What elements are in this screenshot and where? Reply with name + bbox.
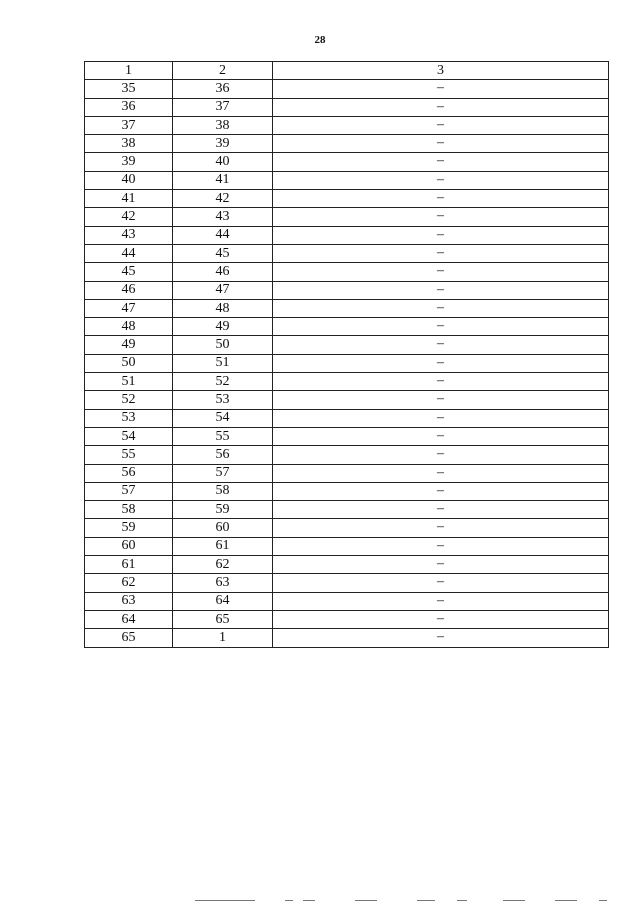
table-row [85,482,609,500]
cell-to: 40 [173,153,273,171]
cell-from: 47 [85,299,173,317]
cell-to: 44 [173,226,273,244]
cell-to: 63 [173,574,273,592]
cell-from: 45 [85,263,173,281]
cell-from: 50 [85,354,173,372]
table-row [85,373,609,391]
cell-to: 47 [173,281,273,299]
table-row [85,556,609,574]
table-row [85,336,609,354]
table-row [85,592,609,610]
cell-note: – [273,354,609,372]
cell-note: – [273,80,609,98]
cell-to: 42 [173,190,273,208]
column-header-3: 3 [273,62,609,80]
cell-from: 49 [85,336,173,354]
cell-to: 1 [173,629,273,647]
cell-from: 52 [85,391,173,409]
cell-note: – [273,519,609,537]
cell-from: 38 [85,135,173,153]
table-row [85,98,609,116]
footer-scan-marks [195,900,615,902]
cell-from: 46 [85,281,173,299]
cell-note: – [273,482,609,500]
cell-to: 61 [173,537,273,555]
cell-to: 36 [173,80,273,98]
table-row [85,610,609,628]
table-row [85,226,609,244]
cell-note: – [273,226,609,244]
cell-from: 42 [85,208,173,226]
table-row [85,208,609,226]
table-row [85,629,609,647]
cell-note: – [273,592,609,610]
cell-to: 41 [173,171,273,189]
cell-note: – [273,153,609,171]
cell-to: 54 [173,409,273,427]
table-row [85,116,609,134]
cell-from: 53 [85,409,173,427]
cell-to: 51 [173,354,273,372]
cell-to: 50 [173,336,273,354]
cell-from: 57 [85,482,173,500]
table-row [85,263,609,281]
cell-from: 44 [85,244,173,262]
cell-from: 48 [85,318,173,336]
cell-note: – [273,556,609,574]
cell-note: – [273,336,609,354]
cell-to: 46 [173,263,273,281]
cell-from: 35 [85,80,173,98]
cell-to: 45 [173,244,273,262]
table-row [85,244,609,262]
cell-note: – [273,98,609,116]
cell-from: 56 [85,464,173,482]
cell-note: – [273,318,609,336]
cell-from: 39 [85,153,173,171]
cell-from: 40 [85,171,173,189]
cell-to: 38 [173,116,273,134]
cell-from: 58 [85,501,173,519]
cell-from: 62 [85,574,173,592]
cell-to: 56 [173,446,273,464]
cell-from: 43 [85,226,173,244]
cell-note: – [273,446,609,464]
cell-from: 37 [85,116,173,134]
cell-to: 49 [173,318,273,336]
cell-note: – [273,373,609,391]
column-header-1: 1 [85,62,173,80]
cell-from: 51 [85,373,173,391]
cell-to: 43 [173,208,273,226]
cell-to: 58 [173,482,273,500]
table-row [85,409,609,427]
cell-note: – [273,537,609,555]
table-row [85,464,609,482]
cell-note: – [273,116,609,134]
cell-note: – [273,135,609,153]
table-row [85,281,609,299]
table-row [85,171,609,189]
cell-note: – [273,409,609,427]
cell-to: 53 [173,391,273,409]
cell-to: 64 [173,592,273,610]
cell-to: 48 [173,299,273,317]
cell-to: 55 [173,427,273,445]
cell-to: 57 [173,464,273,482]
cell-to: 37 [173,98,273,116]
cell-to: 60 [173,519,273,537]
table-row [85,318,609,336]
cell-note: – [273,190,609,208]
table-row [85,190,609,208]
cell-to: 62 [173,556,273,574]
cell-note: – [273,464,609,482]
cell-from: 64 [85,610,173,628]
column-header-2: 2 [173,62,273,80]
table-row [85,299,609,317]
table-row [85,391,609,409]
cell-from: 59 [85,519,173,537]
table-header-row [85,62,609,80]
cell-note: – [273,574,609,592]
table-row [85,153,609,171]
table-row [85,537,609,555]
cell-from: 36 [85,98,173,116]
cell-from: 65 [85,629,173,647]
cell-from: 54 [85,427,173,445]
cell-note: – [273,629,609,647]
table-row [85,501,609,519]
table-body [85,80,609,647]
page-number: 28 [314,34,326,46]
cell-note: – [273,171,609,189]
cell-from: 61 [85,556,173,574]
table-row [85,354,609,372]
cell-note: – [273,427,609,445]
cell-note: – [273,263,609,281]
table-row [85,80,609,98]
cell-from: 55 [85,446,173,464]
cell-to: 65 [173,610,273,628]
data-table [84,61,609,648]
table-row [85,519,609,537]
cell-to: 59 [173,501,273,519]
table-row [85,446,609,464]
cell-note: – [273,391,609,409]
cell-to: 39 [173,135,273,153]
cell-note: – [273,501,609,519]
cell-note: – [273,299,609,317]
cell-note: – [273,244,609,262]
table-row [85,135,609,153]
cell-from: 63 [85,592,173,610]
cell-note: – [273,610,609,628]
cell-from: 41 [85,190,173,208]
cell-to: 52 [173,373,273,391]
cell-from: 60 [85,537,173,555]
table-row [85,574,609,592]
table-row [85,427,609,445]
cell-note: – [273,281,609,299]
cell-note: – [273,208,609,226]
